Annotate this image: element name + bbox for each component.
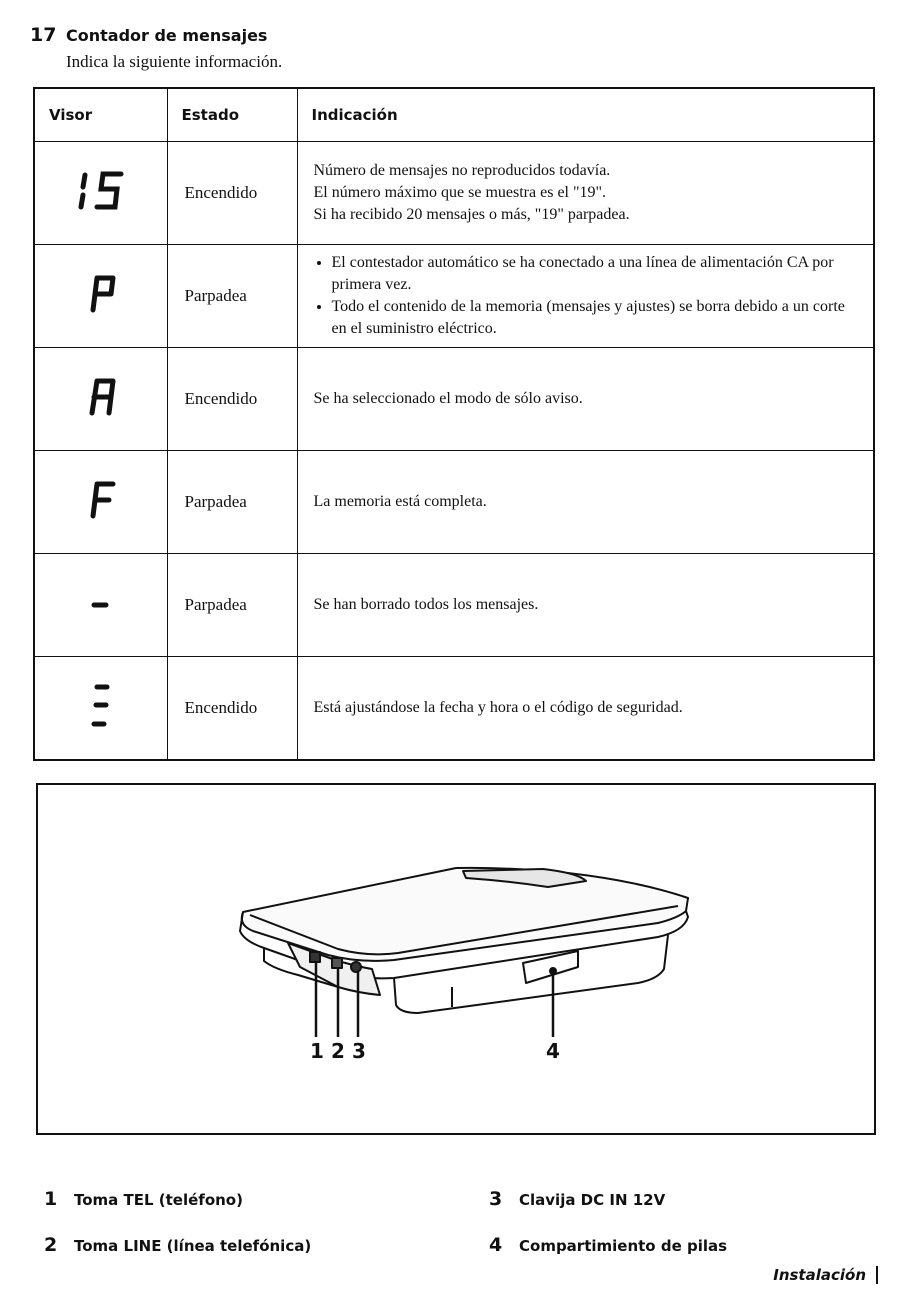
- display-cell: [34, 142, 167, 245]
- display-a-icon: [81, 375, 121, 419]
- indication-line: Número de mensajes no reproducidos todavía.: [313, 162, 611, 179]
- table-row: [34, 142, 874, 245]
- table-header-row: [34, 88, 874, 142]
- answering-machine-illustration: [38, 785, 878, 1137]
- page-footer: Instalación: [773, 1266, 878, 1284]
- display-f-icon: [81, 478, 121, 522]
- legend-label: Compartimiento de pilas: [519, 1237, 728, 1255]
- legend-number: 3: [489, 1188, 503, 1210]
- section-title: Contador de mensajes: [66, 26, 268, 45]
- display-three-bars-icon: [81, 681, 121, 731]
- header-estado: Estado: [167, 88, 297, 142]
- legend-label: Toma TEL (teléfono): [74, 1191, 243, 1209]
- display-cell: [34, 554, 167, 657]
- legend-label: Toma LINE (línea telefónica): [74, 1237, 312, 1255]
- indication-cell: Está ajustándose la fecha y hora o el código de seguridad.: [297, 657, 874, 761]
- status-cell: Encendido: [167, 348, 297, 451]
- legend-number: 4: [489, 1234, 503, 1256]
- display-15-icon: [71, 169, 131, 213]
- indication-bullet: • El contestador automático se ha conectado a una línea de alimentación CA por primera vez.: [332, 252, 864, 296]
- indication-line: El número máximo que se muestra es el "19".: [313, 184, 607, 201]
- indication-cell: [297, 245, 874, 348]
- table-row: [34, 554, 874, 657]
- indication-cell: [297, 142, 874, 245]
- display-dash-icon: [81, 581, 121, 625]
- status-cell: Parpadea: [167, 451, 297, 554]
- status-cell: Parpadea: [167, 554, 297, 657]
- indication-cell: Se han borrado todos los mensajes.: [297, 554, 874, 657]
- indication-line: Si ha recibido 20 mensajes o más, "19" parpadea.: [313, 206, 630, 223]
- status-cell: Encendido: [167, 142, 297, 245]
- legend-item: [44, 1234, 311, 1256]
- legend-item: [489, 1234, 727, 1256]
- device-figure: [36, 783, 876, 1135]
- message-counter-table: [33, 87, 875, 761]
- table-row: [34, 451, 874, 554]
- section-number: 17: [30, 24, 57, 46]
- callout-2: 2: [331, 1039, 345, 1063]
- legend-number: 1: [44, 1188, 58, 1210]
- indication-bullet: • Todo el contenido de la memoria (mensajes y ajustes) se borra debido a un corte en el suministro eléctrico.: [332, 296, 864, 340]
- callout-4: 4: [546, 1039, 560, 1063]
- status-cell: Encendido: [167, 657, 297, 761]
- header-visor: Visor: [34, 88, 167, 142]
- table-row: [34, 245, 874, 348]
- indication-cell: Se ha seleccionado el modo de sólo aviso.: [297, 348, 874, 451]
- legend-label: Clavija DC IN 12V: [519, 1191, 666, 1209]
- section-subtitle: Indica la siguiente información.: [66, 52, 283, 71]
- display-cell: [34, 245, 167, 348]
- callout-1: 1: [310, 1039, 324, 1063]
- table-row: [34, 348, 874, 451]
- status-cell: Parpadea: [167, 245, 297, 348]
- header-indicacion: Indicación: [297, 88, 874, 142]
- legend-item: [489, 1188, 665, 1210]
- display-cell: [34, 348, 167, 451]
- legend-number: 2: [44, 1234, 58, 1256]
- display-cell: [34, 451, 167, 554]
- section-heading: [30, 24, 267, 46]
- display-cell: [34, 657, 167, 761]
- callout-3: 3: [352, 1039, 366, 1063]
- table-row: [34, 657, 874, 761]
- display-p-icon: [81, 272, 121, 316]
- indication-cell: La memoria está completa.: [297, 451, 874, 554]
- legend-item: [44, 1188, 243, 1210]
